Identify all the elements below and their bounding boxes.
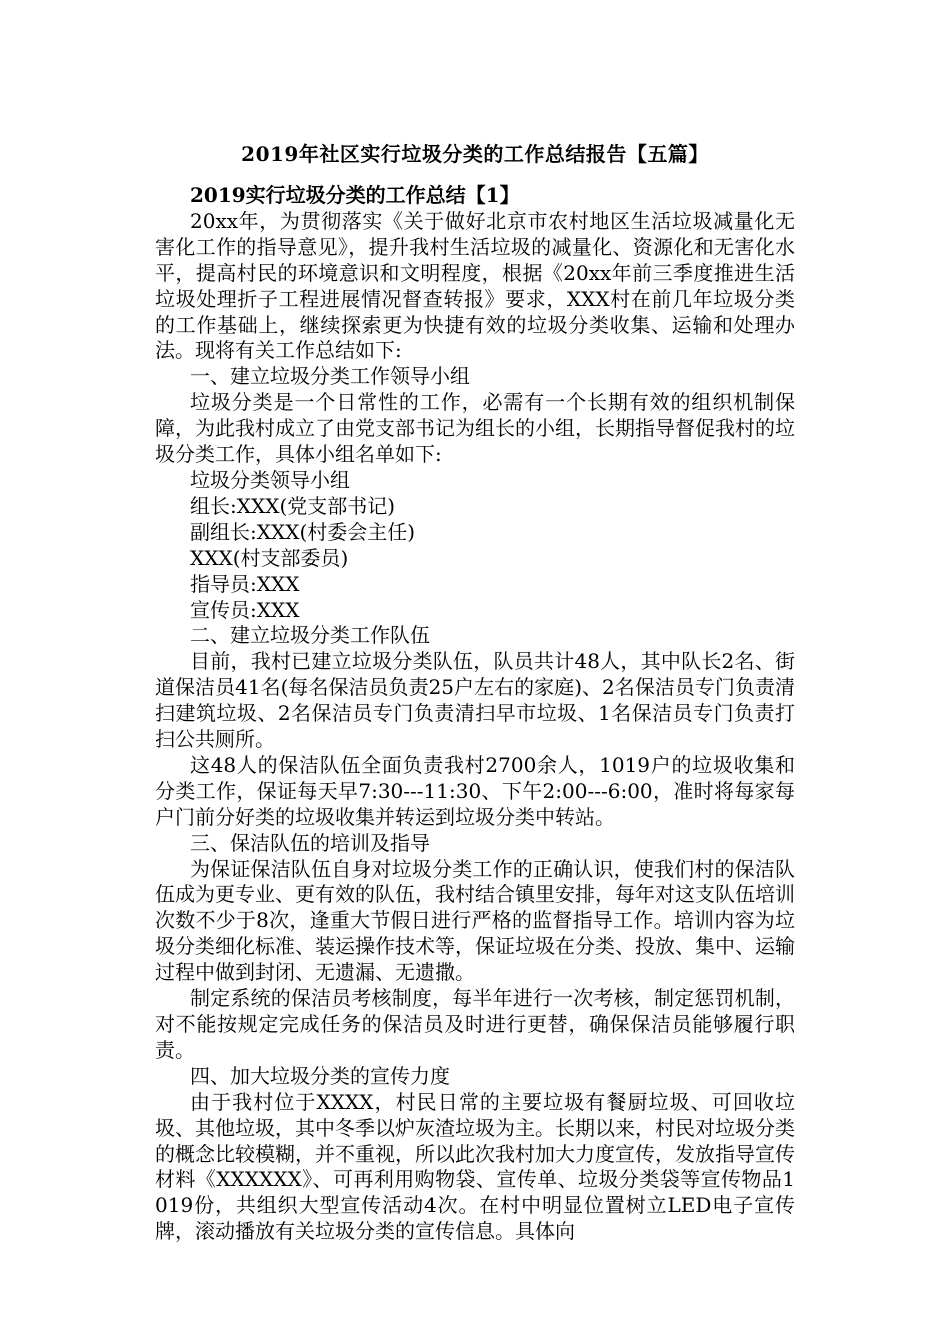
paragraph-leadership: 垃圾分类是一个日常性的工作，必需有一个长期有效的组织机制保障，为此我村成立了由党支部书记为组长的小组，长期指导督促我村的垃圾分类工作，具体小组名单如下: [155,390,795,467]
list-item-deputy-leader: 副组长:XXX(村委会主任) [190,519,416,544]
heading-publicity: 四、加大垃圾分类的宣传力度 [190,1063,450,1088]
list-item-publicist: 宣传员:XXX [190,597,300,622]
document-body [155,183,795,1245]
list-item-leader: 组长:XXX(党支部书记) [190,493,396,518]
document-title: 2019年社区实行垃圾分类的工作总结报告【五篇】 [241,142,709,166]
paragraph-training: 为保证保洁队伍自身对垃圾分类工作的正确认识，使我们村的保洁队伍成为更专业、更有效的队伍，我村结合镇里安排，每年对这支队伍培训次数不少于8次，逢重大节假日进行严格的监督指导工作。培训内容为垃圾分类细化标准、装运操作技术等，保证垃圾在分类、投放、集中、运输过程中做到封闭、无遗漏、无遗撒。 [155,856,795,985]
list-item-committee-member: XXX(村支部委员) [190,545,349,570]
heading-training: 三、保洁队伍的培训及指导 [190,830,430,855]
paragraph-publicity: 由于我村位于XXXX，村民日常的主要垃圾有餐厨垃圾、可回收垃圾、其他垃圾，其中冬季以炉灰渣垃圾为主。长期以来，村民对垃圾分类的概念比较模糊，并不重视，所以此次我村加大力度宣传，发放指导宣传材料《XXXXXX》、可再利用购物袋、宣传单、垃圾分类袋等宣传物品1019份，共组织大型宣传活动4次。在村中明显位置树立LED电子宣传牌，滚动播放有关垃圾分类的宣传信息。具体向 [155,1089,795,1244]
list-item-instructor: 指导员:XXX [190,571,300,596]
paragraph-team-composition: 目前，我村已建立垃圾分类队伍，队员共计48人，其中队长2名、街道保洁员41名(每名保洁员负责25户左右的家庭)、2名保洁员专门负责清扫建筑垃圾、2名保洁员专门负责清扫早市垃圾、1名保洁员专门负责打扫公共厕所。 [155,649,795,752]
paragraph-team-duty: 这48人的保洁队伍全面负责我村2700余人，1019户的垃圾收集和分类工作，保证每天早7:30---11:30、下午2:00---6:00，准时将每家每户门前分好类的垃圾收集并转运到垃圾分类中转站。 [155,752,795,829]
heading-leadership-group: 一、建立垃圾分类工作领导小组 [190,364,470,389]
list-item-group-name: 垃圾分类领导小组 [190,467,350,492]
paragraph-assessment: 制定系统的保洁员考核制度，每半年进行一次考核，制定惩罚机制，对不能按规定完成任务的保洁员及时进行更替，确保保洁员能够履行职责。 [155,986,795,1062]
intro-paragraph: 20xx年，为贯彻落实《关于做好北京市农村地区生活垃圾减量化无害化工作的指导意见》，提升我村生活垃圾的减量化、资源化和无害化水平，提高村民的环境意识和文明程度，根据《20xx年前三季度推进生活垃圾处理折子工程进展情况督查转报》要求，XXX村在前几年垃圾分类的工作基础上，继续探索更为快捷有效的垃圾分类收集、运输和处理办法。现将有关工作总结如下: [155,208,795,363]
heading-work-team: 二、建立垃圾分类工作队伍 [190,623,430,648]
section-title: 2019实行垃圾分类的工作总结【1】 [190,183,520,207]
